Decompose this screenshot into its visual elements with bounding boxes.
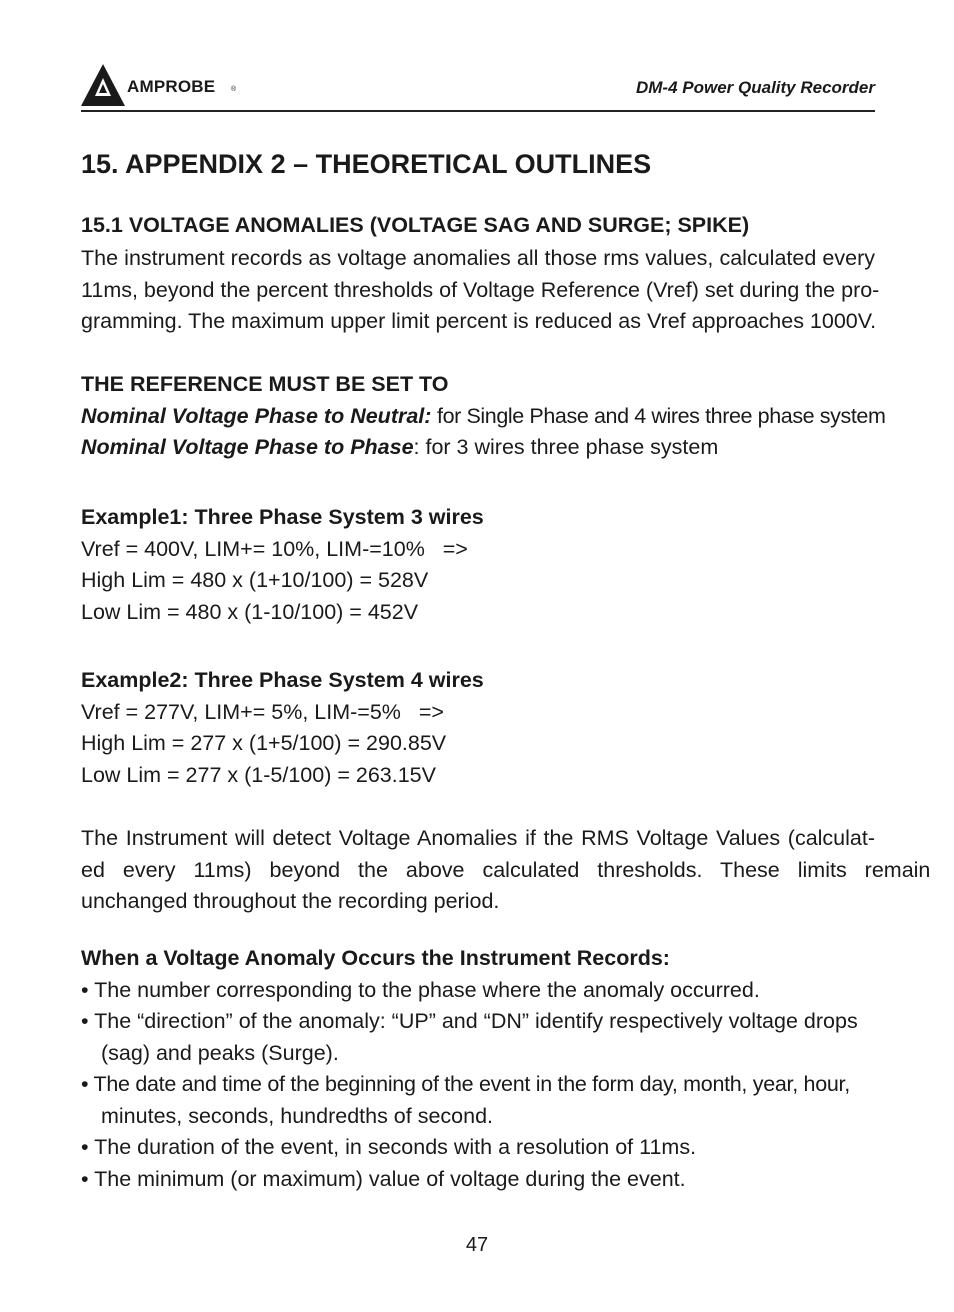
detect-line-1: The Instrument will detect Voltage Anomalies if the RMS Voltage Values (calculat-: [81, 826, 875, 850]
reference-section: [81, 369, 886, 464]
records-bullet-3: • The date and time of the beginning of the event in the form day, month, year, hour,: [81, 1072, 850, 1096]
example2-line-2: High Lim = 277 x (1+5/100) = 290.85V: [81, 731, 447, 755]
detect-line-2: ed every 11ms) beyond the above calculated thresholds. These limits remain: [81, 857, 931, 882]
records-bullet-4: • The duration of the event, in seconds with a resolution of 11ms.: [81, 1135, 697, 1159]
amprobe-triangle-icon: [81, 62, 127, 108]
example1-line-3: Low Lim = 480 x (1-10/100) = 452V: [81, 599, 419, 624]
example1-line-2: High Lim = 480 x (1+10/100) = 528V: [81, 568, 429, 592]
reference-heading: THE REFERENCE MUST BE SET TO: [81, 372, 449, 396]
intro-line-1: The instrument records as voltage anomalies all those rms values, calculated every: [81, 246, 875, 270]
detect-line-3: unchanged throughout the recording period.: [81, 889, 500, 913]
records-bullet-5: • The minimum (or maximum) value of voltage during the event.: [81, 1166, 686, 1191]
records-bullet-2-cont: (sag) and peaks (Surge).: [101, 1040, 339, 1065]
detect-paragraph: [81, 823, 931, 918]
reference-item-1-label: Nominal Voltage Phase to Neutral:: [81, 403, 432, 428]
page-header: [81, 60, 875, 112]
example2-line-3: Low Lim = 277 x (1-5/100) = 263.15V: [81, 762, 436, 787]
example1-section: [81, 502, 875, 628]
records-heading: When a Voltage Anomaly Occurs the Instrument Records:: [81, 946, 670, 970]
example2-heading: Example2: Three Phase System 4 wires: [81, 668, 484, 692]
reference-item-1: [81, 401, 886, 433]
reference-item-2-label: Nominal Voltage Phase to Phase: [81, 435, 414, 459]
reference-item-2: [81, 432, 875, 464]
subsection-title: 15.1 VOLTAGE ANOMALIES (VOLTAGE SAG AND SURGE; SPIKE): [81, 213, 750, 237]
page-number: 47: [465, 1234, 489, 1256]
records-bullet-3-cont: minutes, seconds, hundredths of second.: [101, 1103, 494, 1128]
records-bullet-1: • The number corresponding to the phase where the anomaly occurred.: [81, 977, 760, 1002]
example2-line-1: Vref = 277V, LIM+= 5%, LIM-=5% =>: [81, 699, 444, 724]
records-section: [81, 943, 875, 1195]
records-bullet-2: • The “direction” of the anomaly: “UP” and “DN” identify respectively voltage drops: [81, 1009, 858, 1033]
intro-line-3: gramming. The maximum upper limit percent is reduced as Vref approaches 1000V.: [81, 309, 877, 333]
intro-paragraph: [81, 243, 880, 338]
reference-item-1-text: for Single Phase and 4 wires three phase system: [431, 403, 886, 428]
section-title: 15. APPENDIX 2 – THEORETICAL OUTLINES: [81, 149, 652, 179]
logo-text: AMPROBE: [127, 77, 216, 96]
intro-line-2: 11ms, beyond the percent thresholds of Voltage Reference (Vref) set during the pro-: [81, 277, 880, 302]
registered-mark: ®: [231, 86, 237, 93]
example2-section: [81, 665, 875, 791]
reference-item-2-text: : for 3 wires three phase system: [413, 435, 719, 459]
example1-line-1: Vref = 400V, LIM+= 10%, LIM-=10% =>: [81, 536, 468, 561]
document-title: DM-4 Power Quality Recorder: [635, 78, 875, 97]
example1-heading: Example1: Three Phase System 3 wires: [81, 505, 484, 529]
